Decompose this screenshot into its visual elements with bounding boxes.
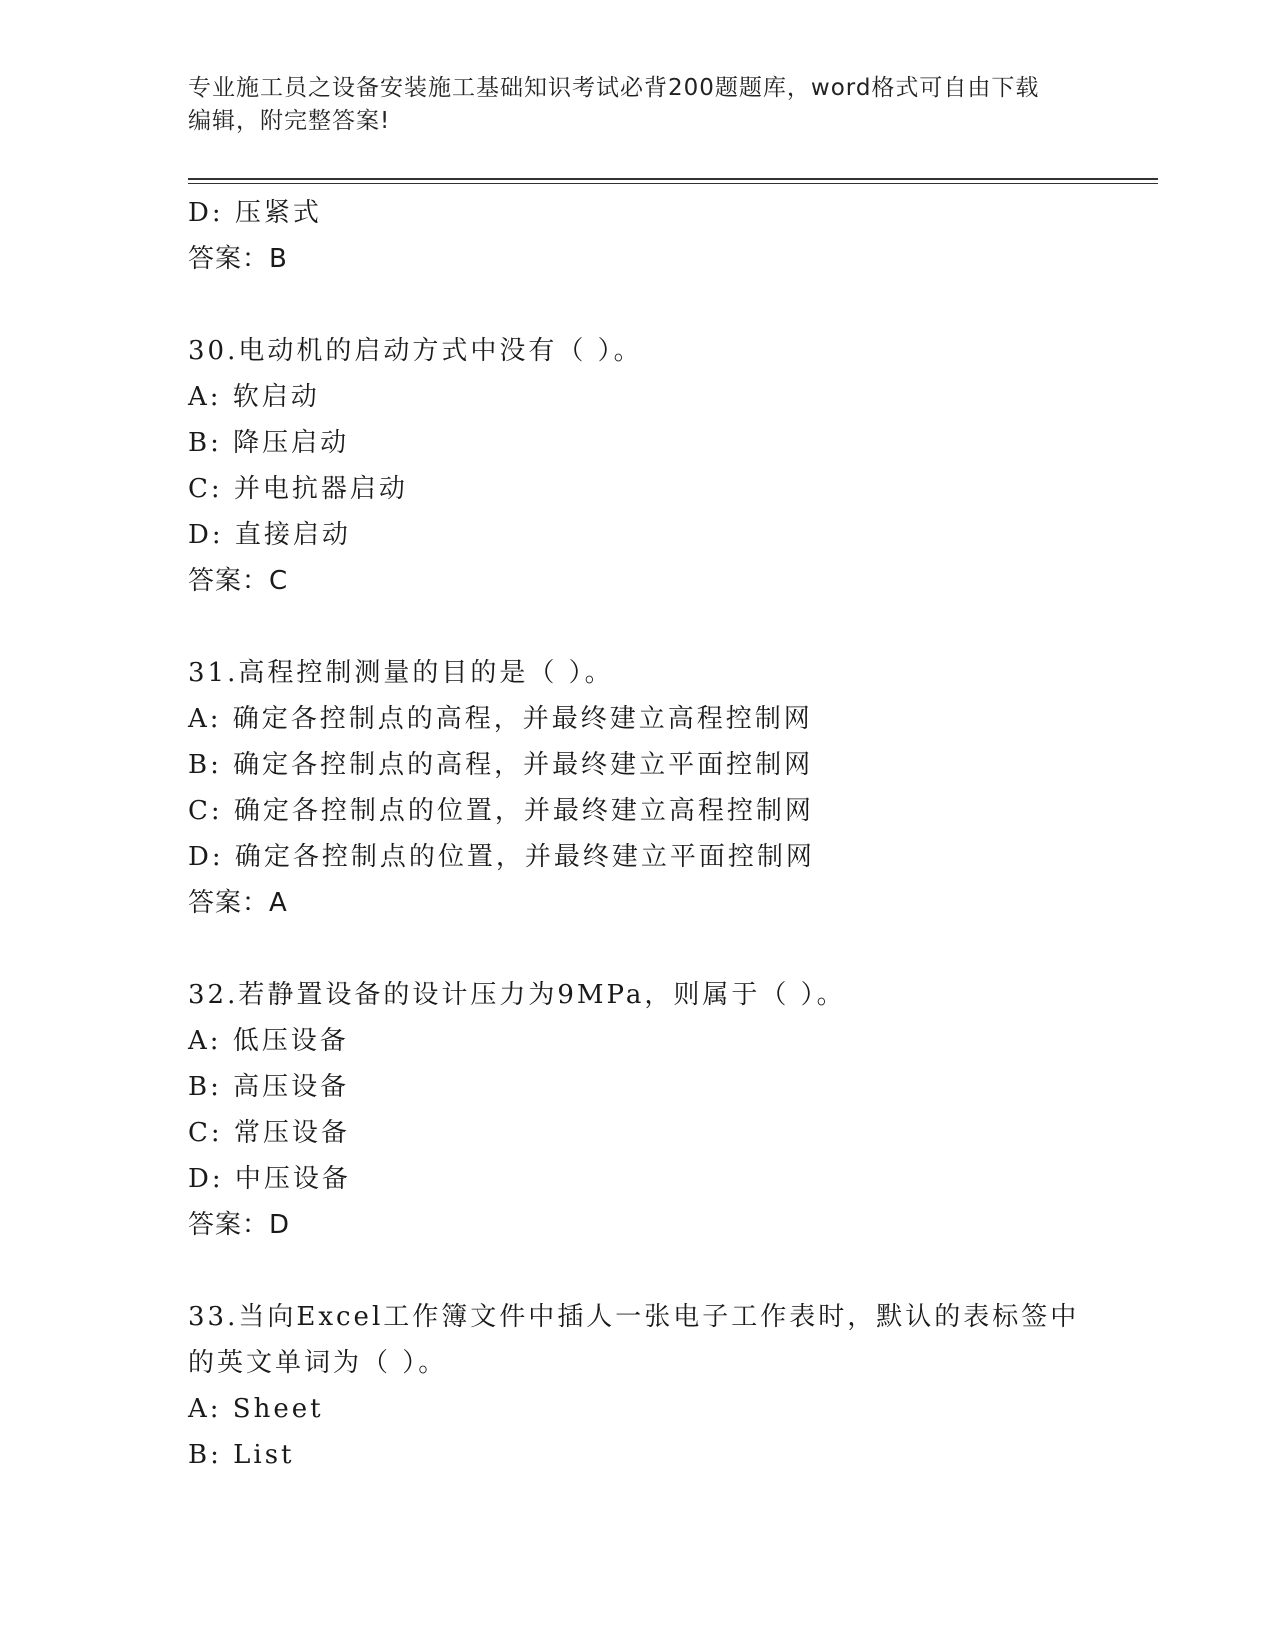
header-line-1: 专业施工员之设备安装施工基础知识考试必背200题题库，word格式可自由下载	[188, 75, 1040, 101]
spacer	[188, 282, 1148, 328]
option-b: B: List	[188, 1440, 295, 1470]
document-header	[188, 72, 1068, 138]
option-c: C: 并电抗器启动	[188, 474, 408, 504]
option-b: B: 高压设备	[188, 1072, 350, 1102]
question-31	[188, 650, 1148, 926]
option-c: C: 常压设备	[188, 1118, 350, 1148]
answer: 答案：A	[188, 888, 288, 918]
question-list	[188, 190, 1148, 1478]
question-text-line-1: 33.当向Excel工作簿文件中插人一张电子工作表时，默认的表标签中	[188, 1302, 1080, 1332]
option-d: D: 压紧式	[188, 198, 322, 228]
question-text: 31.高程控制测量的目的是（ ）。	[188, 658, 614, 688]
option-b: B: 确定各控制点的高程，并最终建立平面控制网	[188, 750, 814, 780]
spacer	[188, 1248, 1148, 1294]
spacer	[188, 604, 1148, 650]
header-divider-thin	[188, 183, 1158, 184]
header-line-2: 编辑，附完整答案!	[188, 108, 391, 134]
option-a: A: 低压设备	[188, 1026, 349, 1056]
answer: 答案：D	[188, 1210, 291, 1240]
question-32	[188, 972, 1148, 1248]
header-divider-thick	[188, 178, 1158, 180]
option-a: A: 软启动	[188, 382, 320, 412]
option-c: C: 确定各控制点的位置，并最终建立高程控制网	[188, 796, 814, 826]
option-d: D: 中压设备	[188, 1164, 351, 1194]
question-text: 30.电动机的启动方式中没有（ ）。	[188, 336, 643, 366]
option-d: D: 确定各控制点的位置，并最终建立平面控制网	[188, 842, 815, 872]
option-a: A: 确定各控制点的高程，并最终建立高程控制网	[188, 704, 813, 734]
question-text: 32.若静置设备的设计压力为9MPa，则属于（ ）。	[188, 980, 846, 1010]
question-33	[188, 1294, 1148, 1478]
option-d: D: 直接启动	[188, 520, 351, 550]
question-30	[188, 328, 1148, 604]
answer: 答案：B	[188, 244, 288, 274]
answer: 答案：C	[188, 566, 289, 596]
option-a: A: Sheet	[188, 1394, 324, 1424]
option-b: B: 降压启动	[188, 428, 350, 458]
question-text-line-2: 的英文单词为（ ）。	[188, 1348, 448, 1378]
spacer	[188, 926, 1148, 972]
